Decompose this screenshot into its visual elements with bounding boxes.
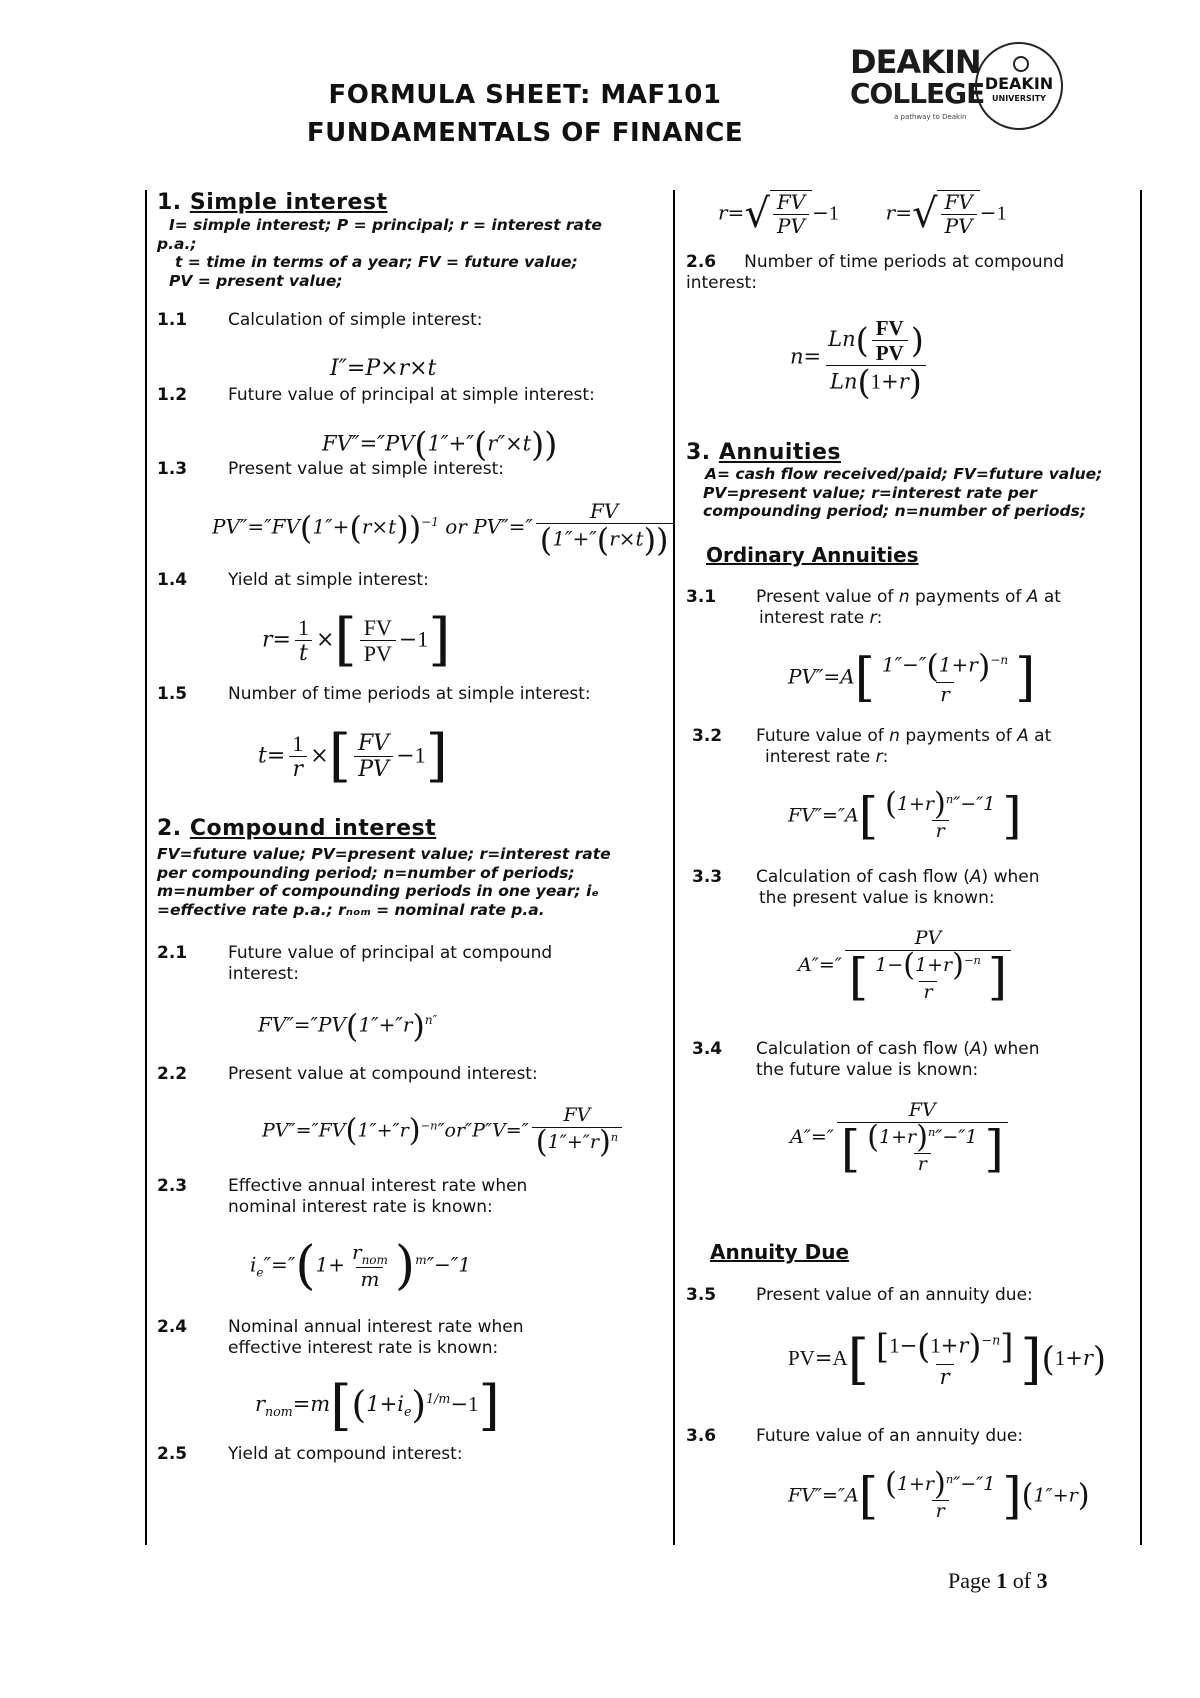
- item-number: 3.4: [692, 1039, 723, 1059]
- logo-word-college: COLLEGE: [850, 77, 985, 110]
- item-2-6-label: 2.6 Number of time periods at compound interest:: [686, 252, 1065, 293]
- section-annuities-heading: 3. Annuities: [686, 440, 841, 465]
- item-number: 2.4: [157, 1317, 188, 1337]
- item-label: Nominal annual interest rate when effective interest rate is known:: [228, 1317, 524, 1358]
- section-simple-interest-heading: 1. Simple interest: [157, 190, 388, 215]
- item-label: Effective annual interest rate when nominal interest rate is known:: [228, 1176, 528, 1217]
- formula-periods-simple: t= $\frac{1}{r}$ ×[ $\frac{FV}{PV}$ −1]: [258, 723, 448, 789]
- page-title: FORMULA SHEET: MAF101: [328, 80, 722, 110]
- item-label: Future value of principal at compound interest:: [228, 943, 553, 984]
- deakin-college-logo: [850, 42, 1070, 132]
- item-number: 1.2: [157, 385, 188, 405]
- item-label: Future value of principal at simple interest:: [228, 385, 595, 405]
- ordinary-annuities-heading: Ordinary Annuities: [706, 543, 919, 567]
- compound-interest-definitions: FV=future value; PV=present value; r=interest rate per compounding period; n=number of periods; m=number of compounding periods in one year; iₑ =effective rate p.a.; rₙₒₘ = nominal rate p.a.: [157, 845, 611, 919]
- item-label: Present value of n payments of A at interest rate r:: [756, 587, 1061, 628]
- formula-cashflow-from-fv: A″=″ FV [ $\frac{(1+r)^n''-''1}{r}$ ]: [790, 1100, 1011, 1176]
- page-subtitle: FUNDAMENTALS OF FINANCE: [306, 118, 744, 148]
- item-label: Present value of an annuity due:: [756, 1285, 1033, 1305]
- item-number: 1.3: [157, 459, 188, 479]
- item-number: 1.5: [157, 684, 188, 704]
- item-number: 2.1: [157, 943, 188, 963]
- item-number: 2.3: [157, 1176, 188, 1196]
- formula-nominal-rate: $r_{nom}=m[(1+i_e)^{1/m}-1]$: [255, 1373, 500, 1437]
- item-number: 3.3: [692, 867, 723, 887]
- item-number: 3.5: [686, 1285, 717, 1305]
- crest-icon: [1013, 56, 1029, 72]
- item-label: Future value of n payments of A at interest rate r:: [756, 726, 1052, 767]
- annuity-due-heading: Annuity Due: [710, 1240, 850, 1264]
- formula-pv-ordinary-annuity: PV″=A[ $\frac{1''-''(1+r)^{-n}}{r}$ ]: [788, 647, 1036, 708]
- item-label: Calculation of simple interest:: [228, 310, 483, 330]
- item-label: Calculation of cash flow (A) when the present value is known:: [756, 867, 1040, 908]
- formula-fv-simple: FV″=″PV(1″+″(r″×t)): [322, 425, 558, 464]
- formula-cashflow-from-pv: A″=″ PV [ $\frac{1-(1+r)^{-n}}{r}$ ]: [798, 928, 1014, 1004]
- logo-word-deakin: DEAKIN: [850, 43, 981, 81]
- item-label: Present value at simple interest:: [228, 459, 504, 479]
- item-number: 3.1: [686, 587, 717, 607]
- item-label: Present value at compound interest:: [228, 1064, 538, 1084]
- item-number: 1.1: [157, 310, 188, 330]
- column-divider: [673, 190, 675, 1545]
- formula-fv-compound: $FV''=''PV(1''+''r)^{n''}$: [258, 1007, 438, 1045]
- item-number: 3.6: [686, 1426, 717, 1446]
- item-label: Calculation of cash flow (A) when the future value is known:: [756, 1039, 1040, 1080]
- item-number: 1.4: [157, 570, 188, 590]
- item-number: 2.5: [157, 1444, 188, 1464]
- formula-pv-annuity-due: PV=A[ $\frac{[1-(1+r)^{-n}]}{r}$ ](1+r): [788, 1327, 1106, 1392]
- right-border: [1140, 190, 1142, 1545]
- item-label: Future value of an annuity due:: [756, 1426, 1024, 1446]
- annuities-definitions: A= cash flow received/paid; FV=future value; PV=present value; r=interest rate per compounding period; n=number of periods;: [703, 465, 1103, 520]
- section-compound-interest-heading: 2. Compound interest: [157, 816, 437, 841]
- formula-effective-rate: $i_e''=''(1+$ $\frac{r_{nom}}{m}$ )$^m$″−″1: [250, 1236, 472, 1296]
- item-number: 3.2: [692, 726, 723, 746]
- formula-fv-annuity-due: FV″=″A[ $\frac{(1+r)^n''-''1}{r}$ ](1″+r): [788, 1466, 1090, 1525]
- formula-yield-simple: r= $\frac{1}{t}$ ×[ $\frac{FV}{PV}$ −1]: [262, 607, 451, 673]
- formula-yield-compound: r= √ $\frac{FV}{PV}$ −1 r= √ $\frac{FV}{PV}$ −1: [718, 190, 1007, 238]
- item-label: Number of time periods at simple interest:: [228, 684, 591, 704]
- item-number: 2.2: [157, 1064, 188, 1084]
- seal-word-university: UNIVERSITY: [992, 94, 1046, 103]
- seal-word-deakin: DEAKIN: [984, 74, 1054, 93]
- formula-pv-simple: $PV''=''FV(1''+(r\times t))^{-1}$ or PV″=″ $\frac{FV}{(1''+''(r\times t))}$: [212, 500, 676, 556]
- formula-pv-compound: $PV''=''FV(1''+''r)^{-n}''or''P''V=''$ $\frac{FV}{(1''+''r)^n}$: [262, 1105, 625, 1158]
- logo-tagline: a pathway to Deakin: [894, 113, 967, 121]
- item-label: Yield at compound interest:: [228, 1444, 463, 1464]
- formula-simple-interest: I″=P×r×t: [330, 356, 437, 381]
- page-number: Page 1 of 3: [948, 1568, 1048, 1593]
- left-border: [145, 190, 147, 1545]
- item-label: Yield at simple interest:: [228, 570, 429, 590]
- deakin-university-seal: [975, 42, 1063, 130]
- formula-periods-compound: n= Ln( $\frac{FV}{PV}$ ) Ln(1+r): [790, 316, 931, 400]
- formula-fv-ordinary-annuity: FV″=″A[ $\frac{(1+r)^n''-''1}{r}$ ]: [788, 786, 1022, 845]
- simple-interest-definitions: I= simple interest; P = principal; r = interest rate p.a.; t = time in terms of a year; FV = future value; PV = present value;: [157, 216, 602, 290]
